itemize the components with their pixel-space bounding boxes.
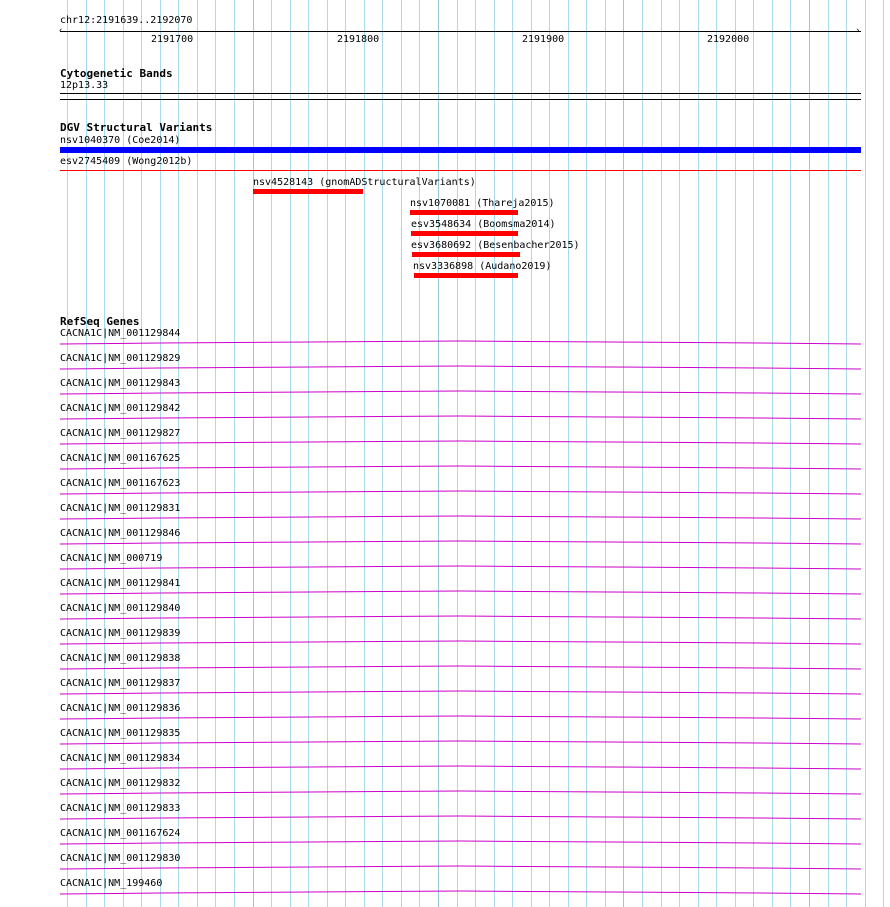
refseq-gene-label[interactable]: CACNA1C|NM_001129829 xyxy=(60,353,181,364)
refseq-gene-label[interactable]: CACNA1C|NM_001129830 xyxy=(60,853,181,864)
refseq-gene-label[interactable]: CACNA1C|NM_001129836 xyxy=(60,703,181,714)
ruler-tick-label: 2191900 xyxy=(522,34,565,45)
dgv-feature-bar[interactable] xyxy=(412,252,520,257)
refseq-gene-intron-line[interactable] xyxy=(0,436,890,448)
ruler-location: chr12:2191639..2192070 xyxy=(60,15,193,26)
refseq-gene-intron-line[interactable] xyxy=(0,411,890,423)
dgv-feature-bar[interactable] xyxy=(60,170,861,171)
cytoband-label: 12p13.33 xyxy=(60,80,109,91)
refseq-gene-intron-line[interactable] xyxy=(0,536,890,548)
ruler-right-arrow-icon: › xyxy=(855,26,861,36)
refseq-gene-intron-line[interactable] xyxy=(0,461,890,473)
refseq-gene-intron-line[interactable] xyxy=(0,886,890,898)
refseq-gene-label[interactable]: CACNA1C|NM_001167624 xyxy=(60,828,181,839)
dgv-feature-bar[interactable] xyxy=(411,231,518,236)
refseq-gene-label[interactable]: CACNA1C|NM_001129831 xyxy=(60,503,181,514)
refseq-gene-label[interactable]: CACNA1C|NM_001129835 xyxy=(60,728,181,739)
refseq-gene-intron-line[interactable] xyxy=(0,661,890,673)
refseq-gene-intron-line[interactable] xyxy=(0,386,890,398)
refseq-track-title: RefSeq Genes xyxy=(60,315,140,328)
refseq-gene-intron-line[interactable] xyxy=(0,761,890,773)
refseq-gene-intron-line[interactable] xyxy=(0,586,890,598)
refseq-gene-intron-line[interactable] xyxy=(0,811,890,823)
dgv-track-title: DGV Structural Variants xyxy=(60,121,213,134)
refseq-gene-intron-line[interactable] xyxy=(0,511,890,523)
dgv-feature-bar[interactable] xyxy=(410,210,518,215)
cytoband-track-title: Cytogenetic Bands xyxy=(60,67,173,80)
refseq-gene-intron-line[interactable] xyxy=(0,636,890,648)
refseq-gene-intron-line[interactable] xyxy=(0,861,890,873)
ruler-left-arrow-icon: ‹ xyxy=(58,26,64,36)
refseq-gene-label[interactable]: CACNA1C|NM_001129843 xyxy=(60,378,181,389)
refseq-gene-intron-line[interactable] xyxy=(0,711,890,723)
ruler-axis xyxy=(60,31,861,32)
dgv-feature-label[interactable]: nsv1040370 (Coe2014) xyxy=(60,135,181,146)
refseq-gene-label[interactable]: CACNA1C|NM_001167625 xyxy=(60,453,181,464)
refseq-gene-intron-line[interactable] xyxy=(0,836,890,848)
refseq-gene-label[interactable]: CACNA1C|NM_199460 xyxy=(60,878,163,889)
refseq-gene-label[interactable]: CACNA1C|NM_001129841 xyxy=(60,578,181,589)
dgv-feature-bar[interactable] xyxy=(414,273,518,278)
refseq-gene-intron-line[interactable] xyxy=(0,561,890,573)
refseq-gene-intron-line[interactable] xyxy=(0,686,890,698)
refseq-gene-intron-line[interactable] xyxy=(0,786,890,798)
refseq-gene-label[interactable]: CACNA1C|NM_001129840 xyxy=(60,603,181,614)
dgv-feature-label[interactable]: esv3548634 (Boomsma2014) xyxy=(411,219,556,230)
refseq-gene-label[interactable]: CACNA1C|NM_001129842 xyxy=(60,403,181,414)
dgv-feature-label[interactable]: esv3680692 (Besenbacher2015) xyxy=(411,240,580,251)
refseq-gene-label[interactable]: CACNA1C|NM_001129846 xyxy=(60,528,181,539)
dgv-feature-label[interactable]: nsv4528143 (gnomADStructuralVariants) xyxy=(253,177,476,188)
refseq-gene-label[interactable]: CACNA1C|NM_001167623 xyxy=(60,478,181,489)
ruler-tick-label: 2191700 xyxy=(151,34,194,45)
ruler-tick-label: 2191800 xyxy=(337,34,380,45)
refseq-gene-label[interactable]: CACNA1C|NM_001129832 xyxy=(60,778,181,789)
refseq-gene-label[interactable]: CACNA1C|NM_001129839 xyxy=(60,628,181,639)
dgv-feature-label[interactable]: nsv1070081 (Thareja2015) xyxy=(410,198,555,209)
ruler-tick-label: 2192000 xyxy=(707,34,750,45)
dgv-feature-label[interactable]: esv2745409 (Wong2012b) xyxy=(60,156,193,167)
refseq-gene-label[interactable]: CACNA1C|NM_001129834 xyxy=(60,753,181,764)
refseq-gene-intron-line[interactable] xyxy=(0,736,890,748)
refseq-gene-intron-line[interactable] xyxy=(0,611,890,623)
refseq-gene-label[interactable]: CACNA1C|NM_001129837 xyxy=(60,678,181,689)
refseq-gene-label[interactable]: CACNA1C|NM_000719 xyxy=(60,553,163,564)
refseq-gene-intron-line[interactable] xyxy=(0,336,890,348)
refseq-gene-label[interactable]: CACNA1C|NM_001129838 xyxy=(60,653,181,664)
cytoband-bar-top xyxy=(60,93,861,94)
refseq-gene-intron-line[interactable] xyxy=(0,361,890,373)
refseq-gene-label[interactable]: CACNA1C|NM_001129827 xyxy=(60,428,181,439)
dgv-feature-label[interactable]: nsv3336898 (Audano2019) xyxy=(413,261,552,272)
cytoband-bar-bottom xyxy=(60,99,861,100)
refseq-gene-label[interactable]: CACNA1C|NM_001129844 xyxy=(60,328,181,339)
dgv-feature-bar[interactable] xyxy=(60,147,861,153)
refseq-gene-label[interactable]: CACNA1C|NM_001129833 xyxy=(60,803,181,814)
dgv-feature-bar[interactable] xyxy=(253,189,363,194)
refseq-gene-intron-line[interactable] xyxy=(0,486,890,498)
